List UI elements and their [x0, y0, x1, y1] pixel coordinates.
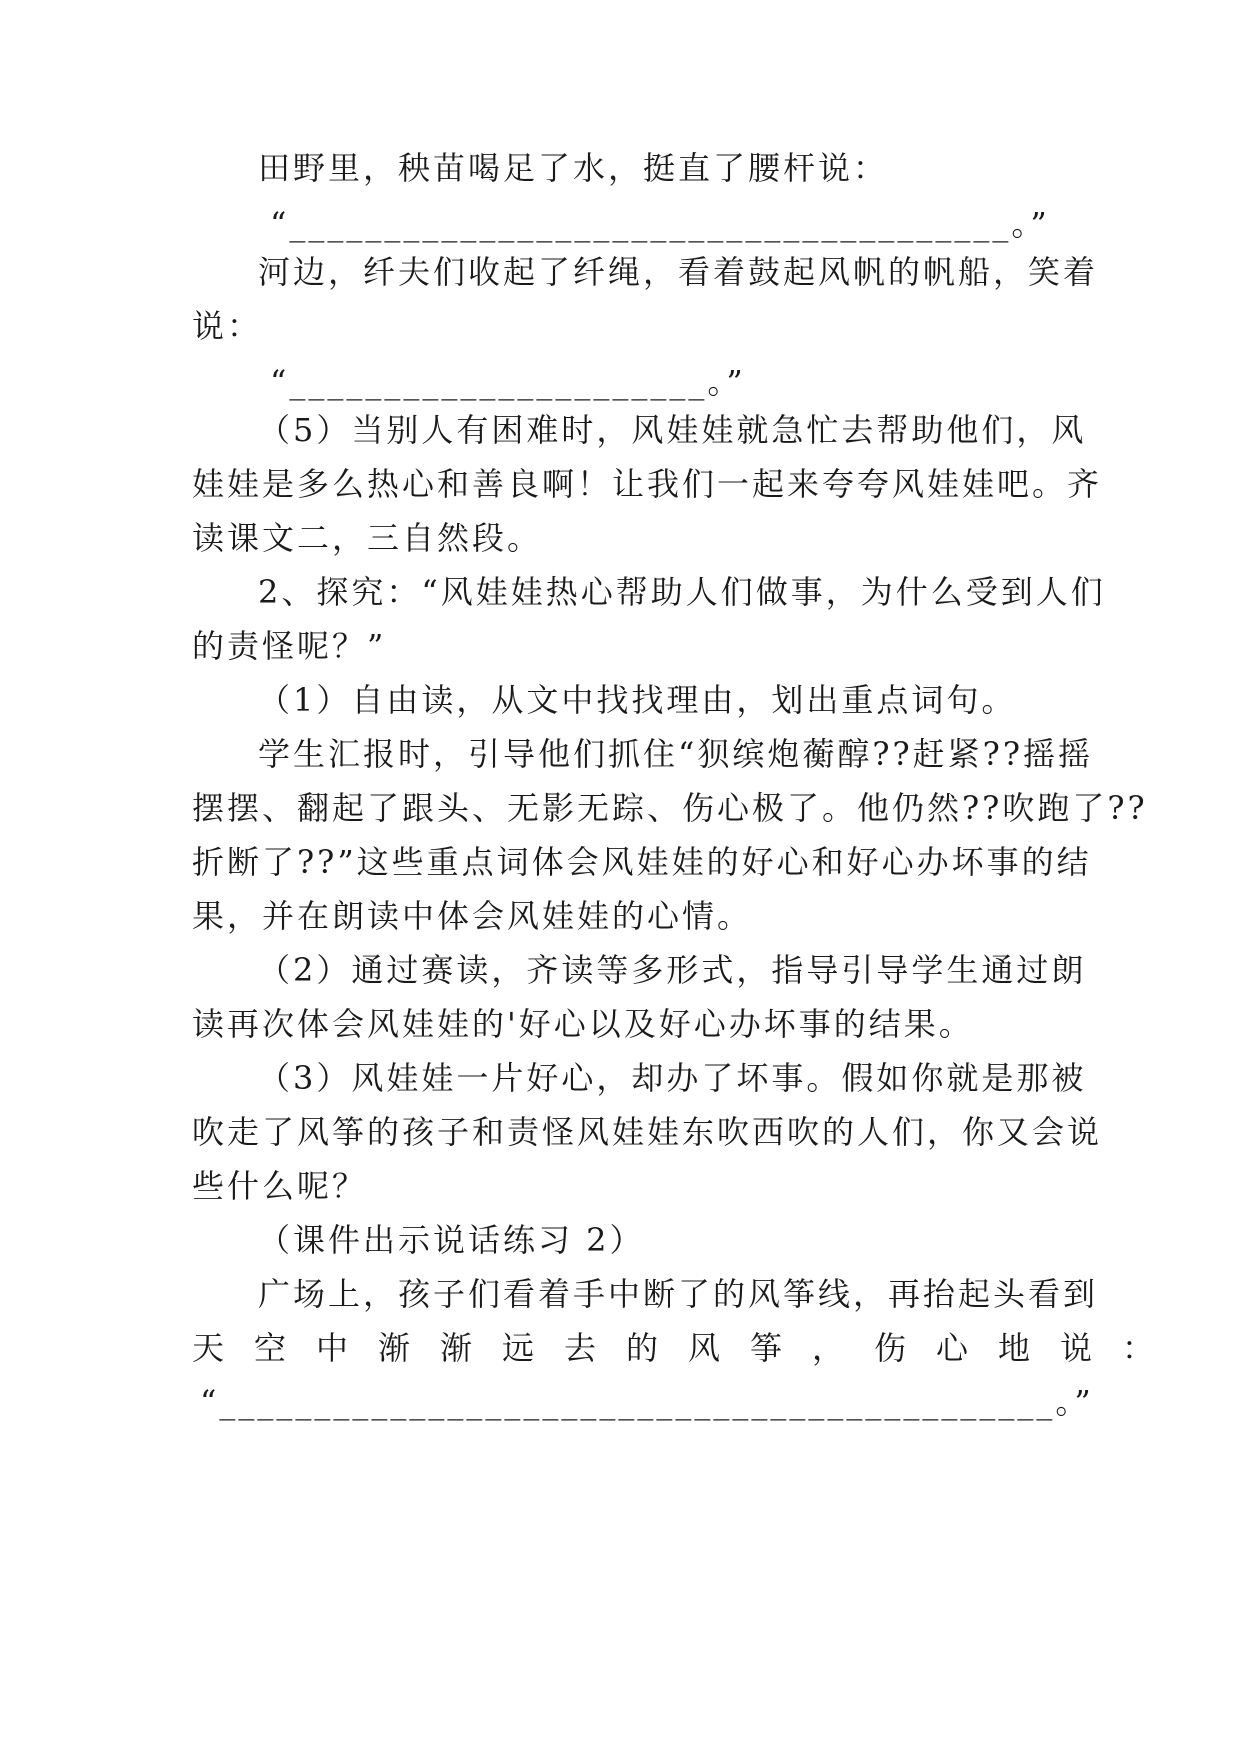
paragraph-line: 果，并在朗读中体会风娃娃的心情。 [192, 897, 753, 935]
paragraph-line: 些什么呢？ [192, 1167, 368, 1205]
paragraph-line: 折断了??”这些重点词体会风娃娃的好心和好心办坏事的结 [192, 843, 1092, 881]
blank-answer-line: “______________________________________。” [270, 205, 1050, 243]
blank-answer-line: “______________________。” [270, 363, 746, 401]
paragraph-line: （5）当别人有困难时，风娃娃就急忙去帮助他们，风 [258, 411, 1087, 449]
paragraph-line: （2）通过赛读，齐读等多形式，指导引导学生通过朗 [258, 951, 1087, 989]
paragraph-line: 娃娃是多么热心和善良啊！让我们一起来夸夸风娃娃吧。齐 [192, 465, 1103, 503]
paragraph-line: 说： [192, 307, 263, 345]
paragraph-line: 2、探究：“风娃娃热心帮助人们做事，为什么受到人们 [258, 573, 1106, 611]
paragraph-line: （3）风娃娃一片好心，却办了坏事。假如你就是那被 [258, 1059, 1087, 1097]
blank-answer-line: “____________________________________________。” [200, 1383, 1094, 1421]
paragraph-line: （1）自由读，从文中找找理由，划出重点词句。 [258, 681, 1017, 719]
paragraph-line: 读再次体会风娃娃的'好心以及好心办坏事的结果。 [192, 1005, 974, 1043]
paragraph-line: 摆摆、翻起了跟头、无影无踪、伤心极了。他仍然??吹跑了?? [192, 789, 1148, 827]
paragraph-line: 读课文二，三自然段。 [192, 519, 543, 557]
paragraph-line: 田野里，秧苗喝足了水，挺直了腰杆说： [258, 149, 889, 187]
paragraph-line: （课件出示说话练习 2） [258, 1221, 645, 1259]
paragraph-line: 学生汇报时，引导他们抓住“狈缤炮蘅醇??赶紧??摇摇 [258, 735, 1093, 773]
paragraph-line: 的责怪呢？” [192, 627, 387, 665]
paragraph-line: 河边，纤夫们收起了纤绳，看着鼓起风帆的帆船，笑着 [258, 253, 1099, 291]
paragraph-line: 广场上，孩子们看着手中断了的风筝线，再抬起头看到 [258, 1275, 1099, 1313]
paragraph-line: 吹走了风筝的孩子和责怪风娃娃东吹西吹的人们，你又会说 [192, 1113, 1103, 1151]
paragraph-line: 天空中渐渐远去的风筝，伤心地说： [192, 1329, 1185, 1367]
